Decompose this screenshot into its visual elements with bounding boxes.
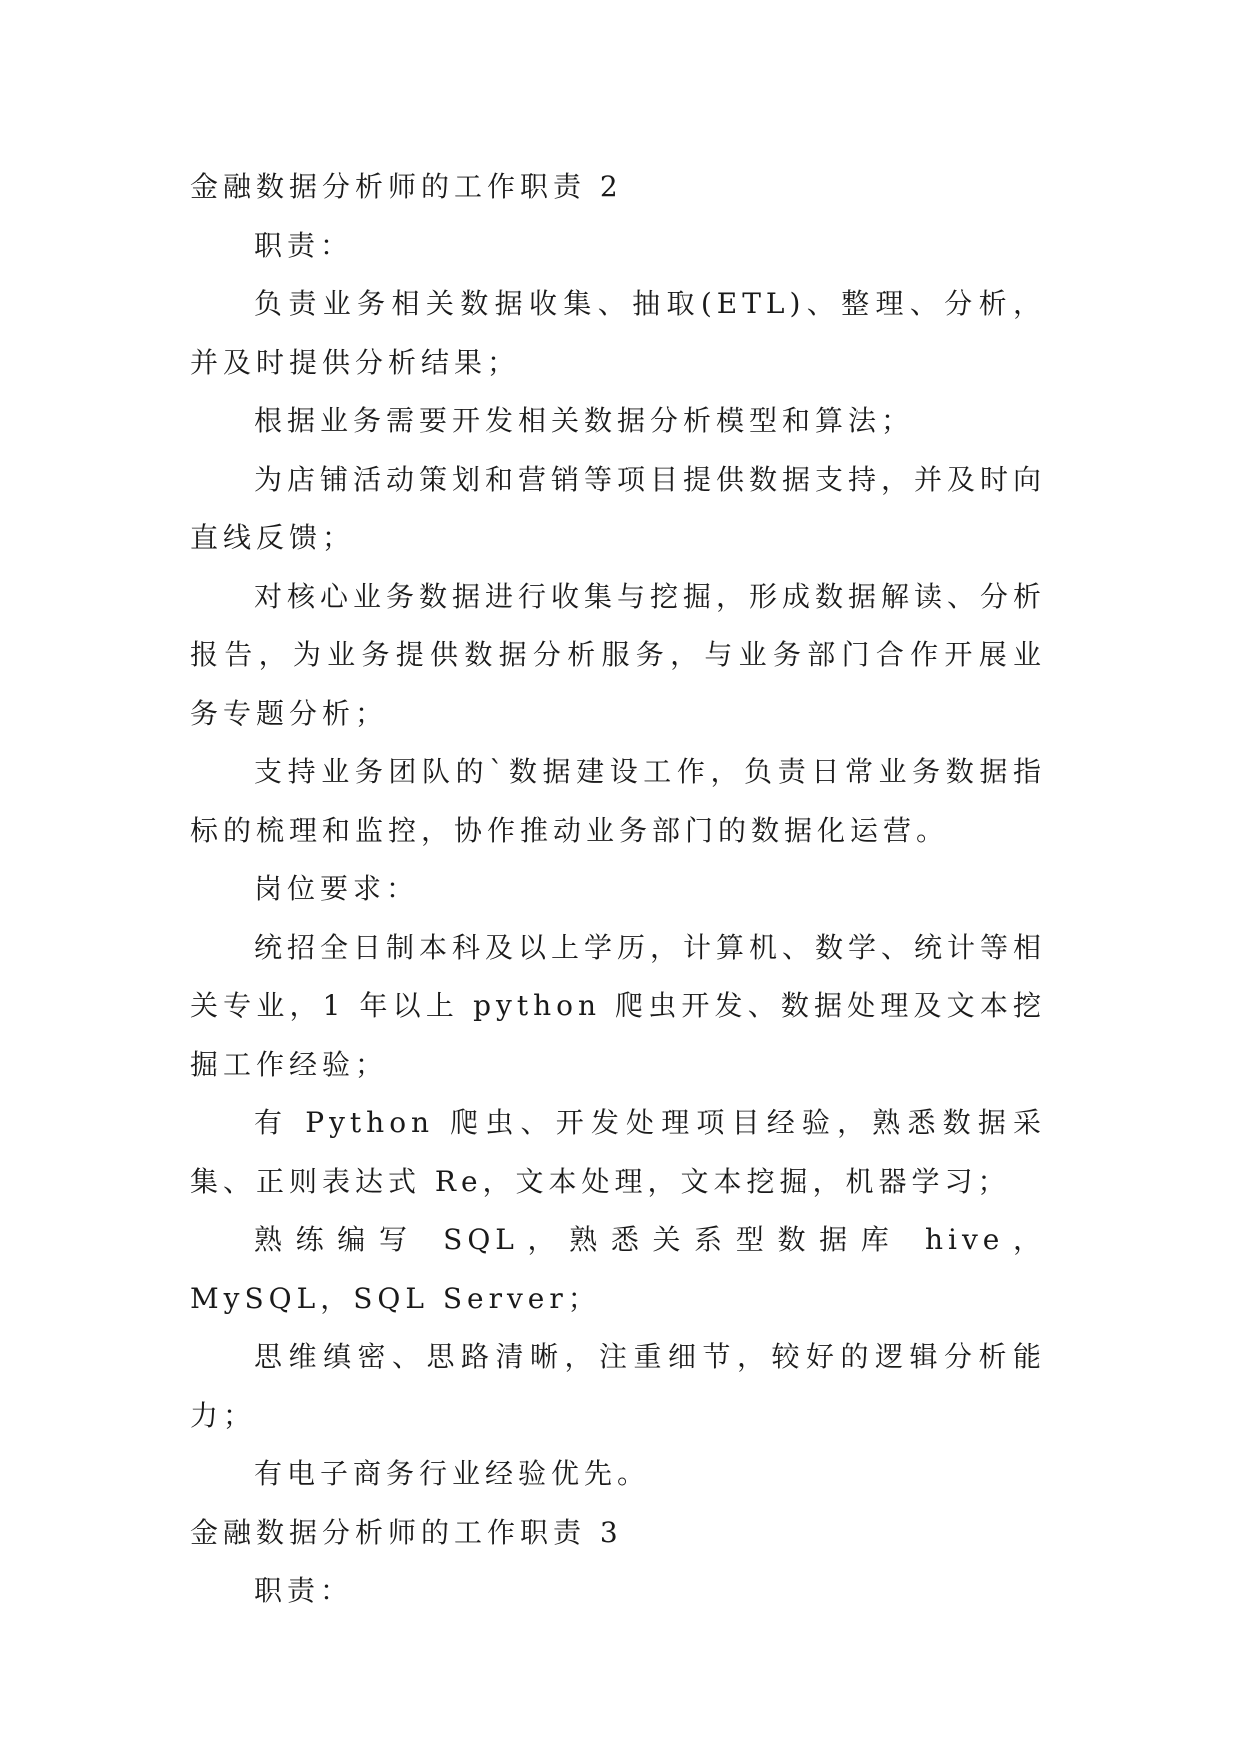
requirement-item: 统招全日制本科及以上学历，计算机、数学、统计等相关专业，1 年以上 python 爬虫开发、数据处理及文本挖掘工作经验； <box>190 930 1047 1081</box>
duty-item: 根据业务需要开发相关数据分析模型和算法； <box>254 404 915 437</box>
duty-item: 为店铺活动策划和营销等项目提供数据支持，并及时向直线反馈； <box>190 462 1047 554</box>
duty-label: 职责： <box>254 228 354 262</box>
duty-label: 职责： <box>254 1574 354 1607</box>
duty-item: 支持业务团队的`数据建设工作，负责日常业务数据指标的梳理和监控，协作推动业务部门的数据化运营。 <box>190 755 1046 847</box>
requirement-item: 熟练编写 SQL，熟悉关系型数据库 hive，MySQL，SQL Server； <box>190 1223 1046 1315</box>
document-page <box>190 158 1046 1621</box>
requirement-label: 岗位要求： <box>254 872 420 905</box>
requirement-item: 思维缜密、思路清晰，注重细节，较好的逻辑分析能力； <box>190 1340 1046 1432</box>
duty-item: 对核心业务数据进行收集与挖掘，形成数据解读、分析报告，为业务提供数据分析服务，与业务部门合作开展业务专题分析； <box>190 579 1047 730</box>
requirement-item: 有电子商务行业经验优先。 <box>254 1457 651 1490</box>
requirement-item: 有 Python 爬虫、开发处理项目经验，熟悉数据采集、正则表达式 Re，文本处理，文本挖掘，机器学习； <box>190 1106 1046 1198</box>
section-title: 金融数据分析师的工作职责 3 <box>190 1515 623 1549</box>
section-title: 金融数据分析师的工作职责 2 <box>190 170 623 203</box>
duty-item: 负责业务相关数据收集、抽取(ETL)、整理、分析，并及时提供分析结果； <box>190 287 1046 379</box>
